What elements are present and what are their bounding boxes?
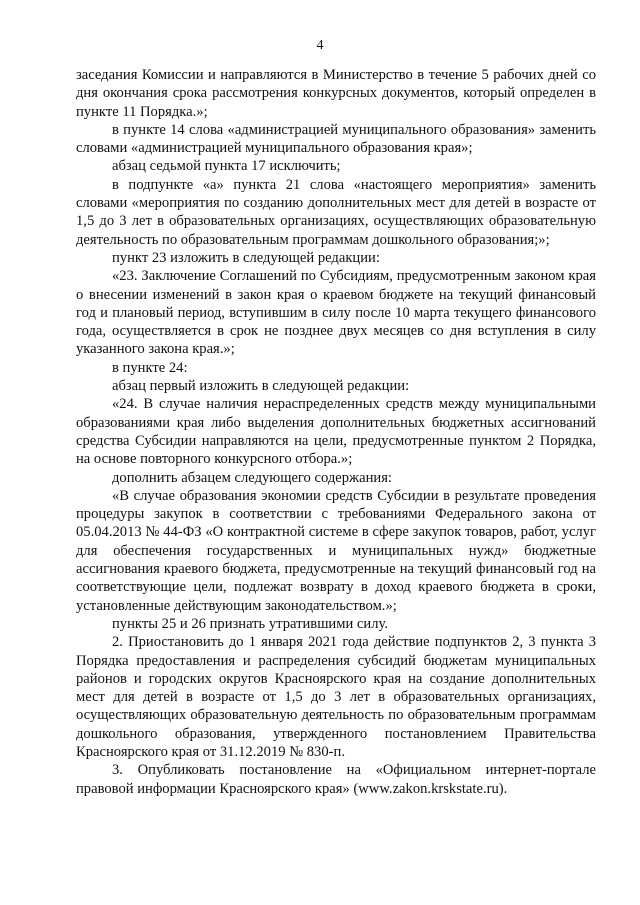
paragraph: пункты 25 и 26 признать утратившими силу. [112, 615, 388, 632]
document-body [76, 66, 596, 798]
paragraph: «В случае образования экономии средств Субсидии в результате проведения процедуры закупок в соответствии с требованиями Федерального закона от 05.04.2013 № 44-ФЗ «О контрактной системе в сфере закупок товаров, работ, услуг для обеспечения государственных и муниципальных нужд» бюджетные ассигнования краевого бюджета, предусмотренные на текущий финансовый год на соответствующие цели, подлежат возврату в доход краевого бюджета в сроки, установленные действующим законодательством.»; [76, 487, 596, 614]
paragraph: в пункте 24: [112, 359, 188, 376]
paragraph: 3. Опубликовать постановление на «Официальном интернет-портале правовой информации Красноярского края» (www.zakon.krskstate.ru). [76, 762, 596, 797]
paragraph: абзац первый изложить в следующей редакции: [112, 378, 410, 395]
paragraph: в подпункте «а» пункта 21 слова «настоящего мероприятия» заменить словами «мероприятия по созданию дополнительных мест для детей в возрасте от 1,5 до 3 лет в образовательных организациях, осуществляющих образовательную деятельность по образовательным программам дошкольного образования;»; [76, 176, 596, 248]
paragraph: в пункте 14 слова «администрацией муниципального образования» заменить словами «администрацией муниципального образования края»; [76, 121, 596, 157]
paragraph: дополнить абзацем следующего содержания: [112, 469, 392, 486]
page-number: 4 [316, 38, 324, 53]
paragraph: пункт 23 изложить в следующей редакции: [112, 249, 380, 266]
paragraph: 2. Приостановить до 1 января 2021 года действие подпунктов 2, 3 пункта 3 Порядка предоставления и распределения субсидий бюджетам муниципальных районов и городских округов Красноярского края на создание дополнительных мест для детей в возрасте от 1,5 до 3 лет в образовательных организациях, осуществляющих образовательную деятельность по образовательным программам дошкольного образования, утвержденного постановлением Правительства Красноярского края от 31.12.2019 № 830-п. [76, 634, 596, 760]
paragraph: «23. Заключение Соглашений по Субсидиям, предусмотренным законом края о внесении изменений в закон края о краевом бюджете на текущий финансовый год и плановый период, вступившим в силу после 10 марта текущего финансового года, осуществляется в срок не позднее двух месяцев со дня вступления в силу указанного закона края.»; [76, 268, 596, 358]
paragraph: абзац седьмой пункта 17 исключить; [112, 158, 341, 175]
paragraph: «24. В случае наличия нераспределенных средств между муниципальными образованиями края либо выделения дополнительных бюджетных ассигнований средства Субсидии направляются на цели, предусмотренные пунктом 2 Порядка, на основе повторного конкурсного отбора.»; [76, 396, 596, 468]
paragraph: заседания Комиссии и направляются в Министерство в течение 5 рабочих дней со дня окончания срока рассмотрения конкурсных документов, который определен в пункте 11 Порядка.»; [76, 67, 596, 120]
